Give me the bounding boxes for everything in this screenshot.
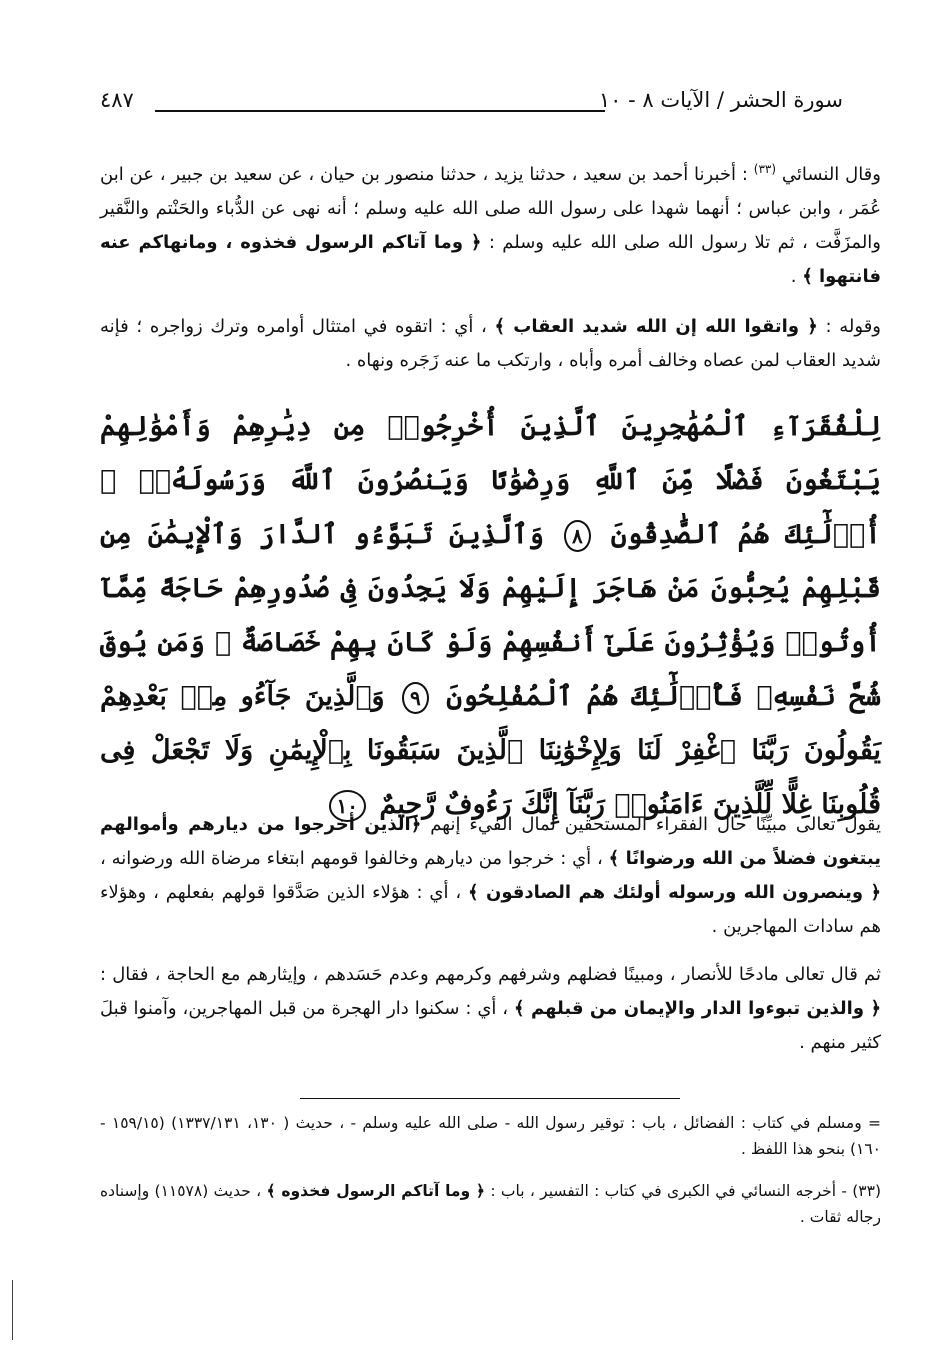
footnote-ref: (٣٣) <box>753 162 777 176</box>
verse-10-text: وَٱلَّذِينَ جَآءُو مِنۢ بَعْدِهِمْ يَقُولُونَ رَبَّنَا ٱغْفِرْ لَنَا وَلِإِخْوَٰنِنَا ٱلَّذِينَ سَبَقُونَا بِٱلْإِيمَٰنِ وَلَا تَجْعَلْ فِى قُلُوبِنَا غِلًّا لِّلَّذِينَ ءَامَنُوا۟ رَبَّنَآ إِنَّكَ رَءُوفٌ رَّحِيمٌ <box>100 681 881 820</box>
text: ثم قال تعالى مادحًا للأنصار ، ومبينًا فضلهم وشرفهم وكرمهم وعدم حَسَدهم ، وإيثارهم مع الحاجة ، فقال : <box>100 964 881 985</box>
text: وقال النسائي <box>776 164 881 185</box>
running-title: سورة الحشر / الآيات ٨ - ١٠ <box>598 88 843 112</box>
quran-verses-block <box>100 400 881 832</box>
text: ، أي : هؤلاء الذين صَدَّقوا قولهم بفعلهم ، وهؤلاء هم سادات المهاجرين . <box>100 882 881 937</box>
footnote-continued: = ومسلم في كتاب : الفضائل ، باب : توقير رسول الله - صلى الله عليه وسلم - ، حديث ( ١٣٠، ١٣٣٧/١٣١) (١٥٩/١٥ - ١٦٠) بنحو هذا اللفظ . <box>100 1114 881 1158</box>
ayah-number-mark: ١٠ <box>329 790 366 822</box>
text: . <box>790 266 803 287</box>
header-rule <box>155 110 605 112</box>
paragraph-taqwa <box>100 310 881 378</box>
quran-quote: ﴿الذين أخرجوا من ديارهم وأموالهم يبتغون فضلاً من الله ورضوانًا ﴾ <box>100 814 881 869</box>
footnote-divider <box>300 1098 680 1099</box>
footnote-33 <box>100 1178 881 1230</box>
paragraph-muhajirin <box>100 808 881 944</box>
verse-8-text: لِلْفُقَرَآءِ ٱلْمُهَٰجِرِينَ ٱلَّذِينَ أُخْرِجُوا۟ مِن دِيَٰرِهِمْ وَأَمْوَٰلِهِمْ يَبْتَغُونَ فَضْلًا مِّنَ ٱللَّهِ وَرِضْوَٰنًا وَيَنصُرُونَ ٱللَّهَ وَرَسُولَهُۥٓ ۚ أُو۟لَٰٓئِكَ هُمُ ٱلصَّٰدِقُونَ <box>100 411 881 550</box>
text: (٣٣) - أخرجه النسائي في الكبرى في كتاب : التفسير ، باب : <box>485 1182 882 1200</box>
scan-edge-mark <box>12 1280 13 1340</box>
text: ، أي : خرجوا من ديارهم وخالفوا قومهم ابتغاء مرضاة الله ورضوانه ، <box>100 848 609 869</box>
text: يقول تعالى مبيِّنًا حال الفقراء المستحقين لمال الفيء إنهم <box>421 814 881 835</box>
quran-quote: ﴿ واتقوا الله إن الله شديد العقاب ﴾ <box>494 316 818 337</box>
text: ، أي : سكنوا دار الهجرة من قبل المهاجرين، وآمنوا قبلَ كثير منهم . <box>100 998 881 1053</box>
quran-quote: ﴿ وما آتاكم الرسول فخذوه ، ومانهاكم عنه فانتهوا ﴾ <box>100 232 881 287</box>
text: وقوله : <box>817 316 881 337</box>
text: ، حديث (١١٥٧٨) وإسناده رجاله ثقات . <box>100 1182 881 1226</box>
quran-quote: ﴿ وينصرون الله ورسوله أولئك هم الصادقون ﴾ <box>468 882 881 903</box>
ayah-number-mark: ٩ <box>402 682 429 714</box>
page-header <box>100 88 843 124</box>
quran-quote: ﴿ والذين تبوءوا الدار والإيمان من قبلهم ﴾ <box>514 998 881 1019</box>
text: ، أي : اتقوه في امتثال أوامره وترك زواجره ؛ فإنه شديد العقاب لمن عصاه وخالف أمره وأباه ، وارتكب ما عنه زَجَره ونهاه . <box>100 316 881 371</box>
paragraph-ansar <box>100 958 881 1060</box>
verse-9-text: وَٱلَّذِينَ تَبَوَّءُو ٱلدَّارَ وَٱلْإِيمَٰنَ مِن قَبْلِهِمْ يُحِبُّونَ مَنْ هَاجَرَ إِلَيْهِمْ وَلَا يَجِدُونَ فِى صُدُورِهِمْ حَاجَةً مِّمَّآ أُوتُوا۟ وَيُؤْثِرُونَ عَلَىٰٓ أَنفُسِهِمْ وَلَوْ كَانَ بِهِمْ خَصَاصَةٌ ۚ وَمَن يُوقَ شُحَّ نَفْسِهِۦ فَأُو۟لَٰٓئِكَ هُمُ ٱلْمُفْلِحُونَ <box>100 519 881 712</box>
quran-quote: ﴿ وما آتاكم الرسول فخذوه ﴾ <box>266 1182 486 1200</box>
ayah-number-mark: ٨ <box>564 520 591 552</box>
paragraph-nasai-hadith <box>100 152 881 294</box>
page-number: ٤٨٧ <box>100 88 134 112</box>
text: : أخبرنا أحمد بن سعيد ، حدثنا يزيد ، حدثنا منصور بن حيان ، عن سعيد بن جبير ، عن ابن عُمَر ، وابن عباس ؛ أنهما شهدا على رسول الله صلى الله عليه وسلم ؛ أنه نهى عن الدُّباء والحَنْتم والنَّقير والمزَفَّت ، ثم تلا رسول الله صلى الله عليه وسلم : <box>100 164 881 253</box>
